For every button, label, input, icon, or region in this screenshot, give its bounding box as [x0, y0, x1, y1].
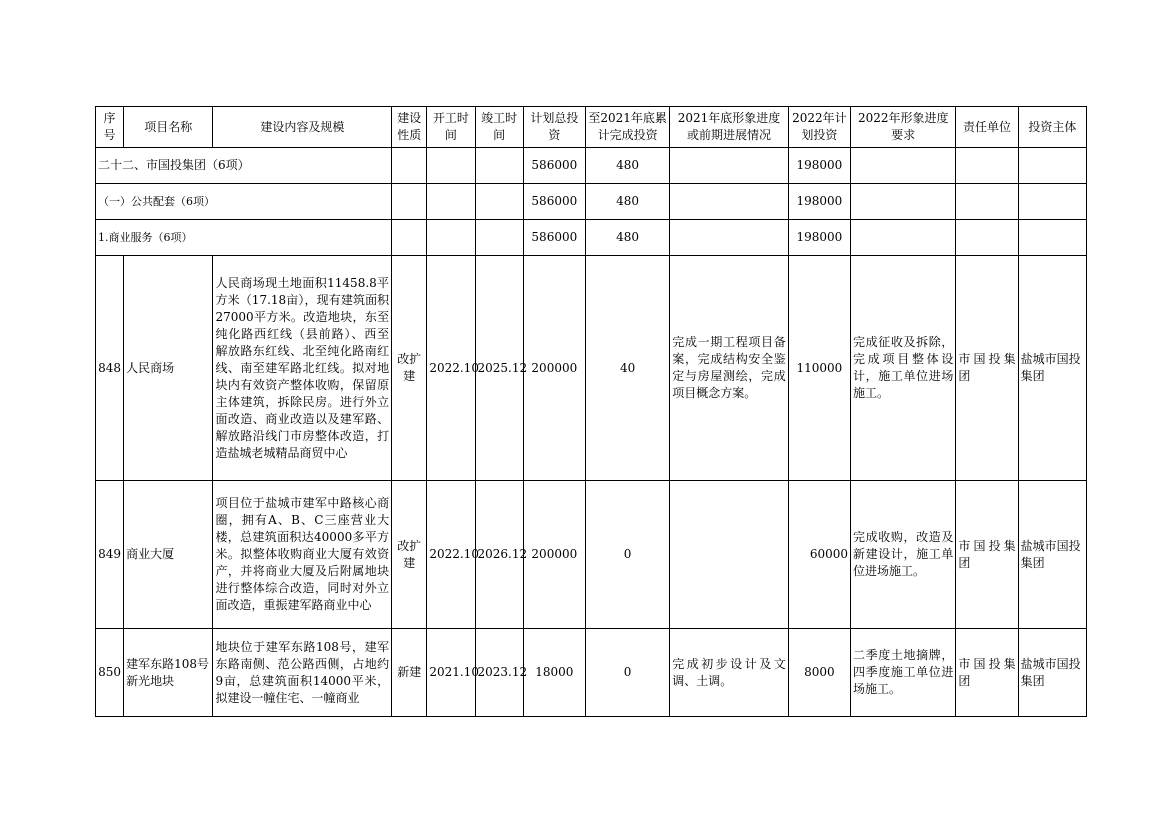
row-req2022: 完成征收及拆除，完成项目整体设计，施工单位进场施工。 [851, 256, 956, 481]
group-completed: 480 [585, 184, 669, 220]
group-plan2022: 198000 [788, 148, 850, 184]
empty-cell [475, 184, 523, 220]
row-seq: 848 [96, 256, 124, 481]
row-plan2022: 60000 [788, 481, 850, 629]
row-start: 2021.10 [427, 629, 475, 717]
row-end: 2023.12 [475, 629, 523, 717]
row-seq: 850 [96, 629, 124, 717]
row-plan2022: 8000 [788, 629, 850, 717]
header-content: 建设内容及规模 [213, 107, 392, 148]
row-name: 人民商场 [124, 256, 213, 481]
row-content: 项目位于盐城市建军中路核心商圈，拥有A、B、C三座营业大楼，总建筑面积达40000多平方米。拟整体收购商业大厦有效资产，并将商业大厦及后附属地块进行整体综合改造，同时对外立面改造，重振建军路商业中心 [213, 481, 392, 629]
row-content: 地块位于建军东路108号，建军东路南侧、范公路西侧，占地约9亩，总建筑面积14000平米，拟建设一幢住宅、一幢商业 [213, 629, 392, 717]
group-total: 586000 [523, 184, 585, 220]
row-unit: 市国投集团 [956, 481, 1018, 629]
empty-cell [956, 148, 1018, 184]
row-nature: 改扩建 [392, 481, 427, 629]
header-completed: 至2021年底累计完成投资 [585, 107, 669, 148]
row-completed: 0 [585, 629, 669, 717]
row-content: 人民商场现土地面积11458.8平方米（17.18亩），现有建筑面积27000平方米。改造地块，东至纯化路西红线（县前路）、西至解放路东红线、北至纯化路南红线、南至建军路北红线。拟对地块内有效资产整体收购，保留原主体建筑，拆除民房。进行外立面改造、商业改造以及建军路、解放路沿线门市房整体改造，打造盐城老城精品商贸中心 [213, 256, 392, 481]
empty-cell [475, 148, 523, 184]
group-row [96, 184, 1087, 220]
row-name: 商业大厦 [124, 481, 213, 629]
row-total: 200000 [523, 256, 585, 481]
row-seq: 849 [96, 481, 124, 629]
header-nature: 建设性质 [392, 107, 427, 148]
row-end: 2026.12 [475, 481, 523, 629]
row-investor: 盐城市国投集团 [1018, 629, 1086, 717]
empty-cell [475, 220, 523, 256]
row-completed: 0 [585, 481, 669, 629]
empty-cell [956, 220, 1018, 256]
group-completed: 480 [585, 148, 669, 184]
header-progress: 2021年底形象进度或前期进展情况 [670, 107, 788, 148]
group-label: 二十二、市国投集团（6项） [96, 148, 392, 184]
group-plan2022: 198000 [788, 184, 850, 220]
empty-cell [670, 184, 788, 220]
empty-cell [427, 148, 475, 184]
row-total: 18000 [523, 629, 585, 717]
row-req2022: 二季度土地摘牌，四季度施工单位进场施工。 [851, 629, 956, 717]
empty-cell [670, 148, 788, 184]
table-row [96, 481, 1087, 629]
table-header-row [96, 107, 1087, 148]
row-progress: 完成一期工程项目备案，完成结构安全鉴定与房屋测绘，完成项目概念方案。 [670, 256, 788, 481]
group-total: 586000 [523, 220, 585, 256]
row-nature: 改扩建 [392, 256, 427, 481]
project-table [95, 106, 1087, 717]
group-label: 1.商业服务（6项） [96, 220, 392, 256]
empty-cell [427, 220, 475, 256]
empty-cell [670, 220, 788, 256]
empty-cell [851, 148, 956, 184]
header-seq: 序号 [96, 107, 124, 148]
empty-cell [1018, 220, 1086, 256]
header-req2022: 2022年形象进度要求 [851, 107, 956, 148]
empty-cell [956, 184, 1018, 220]
row-total: 200000 [523, 481, 585, 629]
row-plan2022: 110000 [788, 256, 850, 481]
empty-cell [392, 184, 427, 220]
empty-cell [1018, 184, 1086, 220]
row-progress [670, 481, 788, 629]
table-row [96, 256, 1087, 481]
group-plan2022: 198000 [788, 220, 850, 256]
table-row [96, 629, 1087, 717]
row-start: 2022.10 [427, 481, 475, 629]
empty-cell [1018, 148, 1086, 184]
group-completed: 480 [585, 220, 669, 256]
row-start: 2022.10 [427, 256, 475, 481]
row-nature: 新建 [392, 629, 427, 717]
header-total: 计划总投资 [523, 107, 585, 148]
header-investor: 投资主体 [1018, 107, 1086, 148]
row-name: 建军东路108号新光地块 [124, 629, 213, 717]
header-plan2022: 2022年计划投资 [788, 107, 850, 148]
row-req2022: 完成收购，改造及新建设计，施工单位进场施工。 [851, 481, 956, 629]
group-total: 586000 [523, 148, 585, 184]
row-unit: 市国投集团 [956, 629, 1018, 717]
header-end: 竣工时间 [475, 107, 523, 148]
group-row [96, 220, 1087, 256]
row-unit: 市国投集团 [956, 256, 1018, 481]
empty-cell [392, 148, 427, 184]
row-end: 2025.12 [475, 256, 523, 481]
row-investor: 盐城市国投集团 [1018, 256, 1086, 481]
group-row [96, 148, 1087, 184]
group-label: （一）公共配套（6项） [96, 184, 392, 220]
header-unit: 责任单位 [956, 107, 1018, 148]
empty-cell [851, 220, 956, 256]
row-investor: 盐城市国投集团 [1018, 481, 1086, 629]
header-name: 项目名称 [124, 107, 213, 148]
empty-cell [392, 220, 427, 256]
empty-cell [851, 184, 956, 220]
empty-cell [427, 184, 475, 220]
header-start: 开工时间 [427, 107, 475, 148]
row-completed: 40 [585, 256, 669, 481]
row-progress: 完成初步设计及文调、土调。 [670, 629, 788, 717]
